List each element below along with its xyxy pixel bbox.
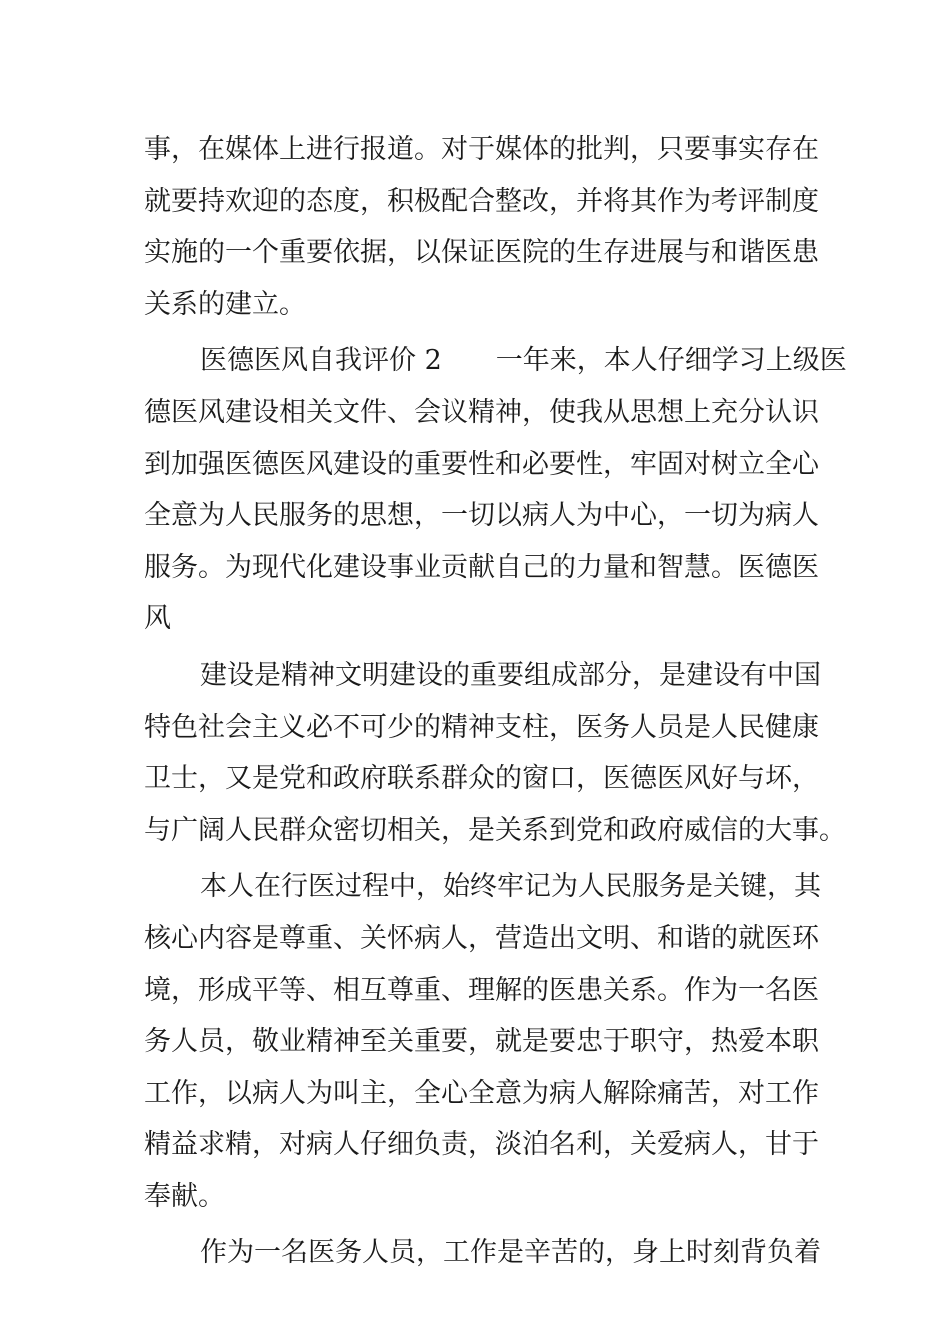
section-heading: 医德医风自我评价 2 <box>200 345 442 377</box>
text-line: 务人员，敬业精神至关重要，就是要忠于职守，热爱本职 <box>144 1026 819 1058</box>
text-line: 精益求精，对病人仔细负责，淡泊名利，关爱病人，甘于 <box>144 1129 819 1161</box>
paragraph-3 <box>144 650 846 856</box>
paragraph-4 <box>144 861 821 1222</box>
text-line: 关系的建立。 <box>144 288 306 320</box>
document-body <box>144 124 847 1279</box>
paragraph-1 <box>144 124 819 330</box>
text-line: 与广阔人民群众密切相关，是关系到党和政府威信的大事。 <box>144 814 846 846</box>
text-line: 风 <box>144 603 171 635</box>
text-line: 作为一名医务人员，工作是辛苦的，身上时刻背负着 <box>200 1237 821 1269</box>
text-line: 就要持欢迎的态度，积极配合整改，并将其作为考评制度 <box>144 185 819 217</box>
text-line: 德医风建设相关文件、会议精神，使我从思想上充分认识 <box>144 396 819 428</box>
text-line <box>144 335 847 387</box>
text-line: 实施的一个重要依据，以保证医院的生存进展与和谐医患 <box>144 237 819 269</box>
text-line: 服务。为现代化建设事业贡献自己的力量和智慧。医德医 <box>144 551 819 583</box>
text-line: 全意为人民服务的思想，一切以病人为中心，一切为病人 <box>144 500 819 532</box>
text-fragment: 一年来，本人仔细学习上级医 <box>495 345 847 377</box>
text-line: 本人在行医过程中，始终牢记为人民服务是关键，其 <box>200 871 821 903</box>
text-line: 奉献。 <box>144 1180 225 1212</box>
text-line: 卫士，又是党和政府联系群众的窗口，医德医风好与坏， <box>144 763 819 795</box>
text-line: 境，形成平等、相互尊重、理解的医患关系。作为一名医 <box>144 974 819 1006</box>
text-line: 工作，以病人为叫主，全心全意为病人解除痛苦，对工作 <box>144 1077 819 1109</box>
text-line: 核心内容是尊重、关怀病人，营造出文明、和谐的就医环 <box>144 922 819 954</box>
text-line: 到加强医德医风建设的重要性和必要性，牢固对树立全心 <box>144 448 819 480</box>
text-line: 建设是精神文明建设的重要组成部分，是建设有中国 <box>200 659 821 691</box>
paragraph-5 <box>144 1227 821 1279</box>
text-line: 事，在媒体上进行报道。对于媒体的批判，只要事实存在 <box>144 134 819 165</box>
text-line: 特色社会主义必不可少的精神支柱，医务人员是人民健康 <box>144 711 819 743</box>
paragraph-2 <box>144 335 847 645</box>
